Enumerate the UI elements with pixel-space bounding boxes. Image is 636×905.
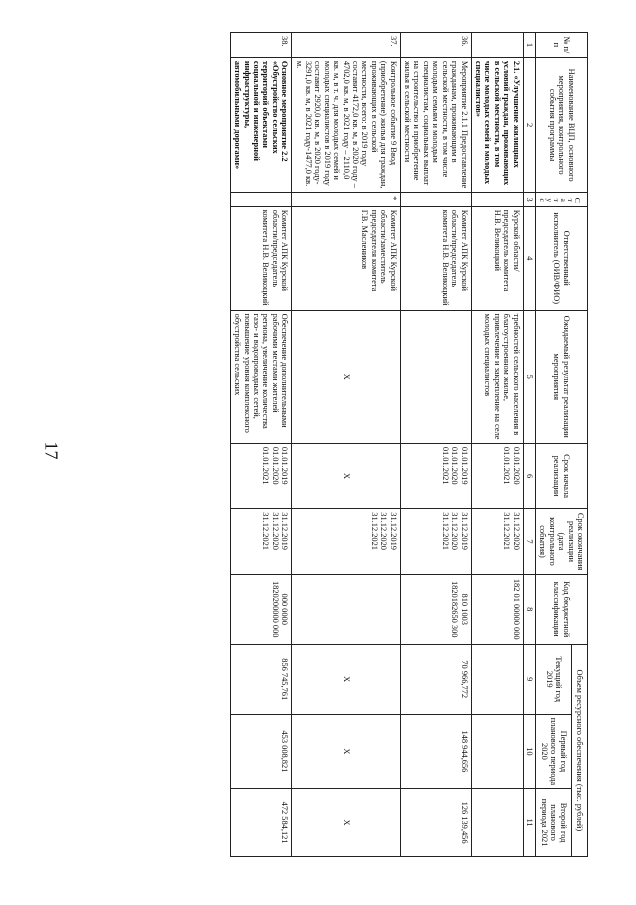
row-result: X bbox=[292, 310, 400, 443]
row-status bbox=[471, 193, 523, 207]
col-header-code: Код бюджетной классификации bbox=[535, 574, 587, 644]
row-result: требностей сельского населения в благоустроенном жилье, привлечение и закрепление на селе молодых специалистов bbox=[471, 310, 523, 443]
row-code: 000 0000 1820200000 000 bbox=[230, 574, 291, 644]
row-2021: 472 584,121 bbox=[230, 789, 291, 857]
row-name: 2.1. «Улучшение жилищных условий граждан, проживающих в сельской местности, в том числе молодых семей и молодых специалистов» bbox=[471, 57, 523, 192]
row-end: 31.12.2019 31.12.2020 31.12.2021 bbox=[230, 509, 291, 574]
col-header-funding-group: Объем ресурсного обеспечения (тыс. рублей) bbox=[572, 644, 588, 856]
col-number: 6 bbox=[523, 443, 535, 508]
col-number: 5 bbox=[523, 310, 535, 443]
col-number: 10 bbox=[523, 714, 535, 788]
table-row bbox=[400, 33, 471, 857]
col-header-num: № п/ п bbox=[535, 33, 587, 58]
col-number: 7 bbox=[523, 509, 535, 574]
row-2021 bbox=[471, 789, 523, 857]
row-name: Основное мероприятие 2.2 «Обустройство сельских территорий объектами социальной и инженерной инфраструктуры, автомобильными дорогами» bbox=[230, 57, 291, 192]
row-2020 bbox=[471, 714, 523, 788]
row-end: 31.12.2019 31.12.2020 31.12.2021 bbox=[292, 509, 400, 574]
row-code: 182 01 00000 000 bbox=[471, 574, 523, 644]
table-row bbox=[471, 33, 523, 857]
row-start: 01.01.2020 01.01.2021 bbox=[471, 443, 523, 508]
col-number: 8 bbox=[523, 574, 535, 644]
header-row-1 bbox=[572, 33, 588, 857]
col-number: 2 bbox=[523, 57, 535, 192]
row-status bbox=[400, 193, 471, 207]
col-number: 3 bbox=[523, 193, 535, 207]
col-header-responsible: Ответственный исполнитель (ОИВ/ФИО) bbox=[535, 206, 587, 310]
col-header-end: Срок окончания реализации (дата контрольного события) bbox=[535, 509, 587, 574]
row-responsible: Комитет АПК Курской области/заместитель председателя комитета Г.В. Маслеников bbox=[292, 206, 400, 310]
row-2020: 453 008,821 bbox=[230, 714, 291, 788]
row-2020: X bbox=[292, 714, 400, 788]
row-status: * bbox=[292, 193, 400, 207]
row-end: 31.12.2019 31.12.2020 31.12.2021 bbox=[400, 509, 471, 574]
table-row bbox=[230, 33, 291, 857]
col-header-result: Ожидаемый результат реализации мероприятия bbox=[535, 310, 587, 443]
col-number: 4 bbox=[523, 206, 535, 310]
row-end: 31.12.2020 31.12.2021 bbox=[471, 509, 523, 574]
program-table bbox=[230, 32, 588, 857]
row-name: Мероприятие 2.1.1 Предоставление гражданам, проживающим в сельской местности, в том числе молодым семьям и молодым специалистам, социальных выплат на строительство и приобретение жилья в сельской местности bbox=[400, 57, 471, 192]
row-number: 38. bbox=[230, 33, 291, 58]
col-header-start: Срок начала реализации bbox=[535, 443, 587, 508]
col-number: 9 bbox=[523, 644, 535, 714]
col-header-2020: Первый год планового периода 2020 bbox=[535, 714, 571, 788]
row-2021: 126 139,456 bbox=[400, 789, 471, 857]
row-result bbox=[400, 310, 471, 443]
column-number-row bbox=[523, 33, 535, 857]
row-2019: X bbox=[292, 644, 400, 714]
row-number: 37. bbox=[292, 33, 400, 58]
rotated-table-page bbox=[58, 32, 588, 857]
col-number: 1 bbox=[523, 33, 535, 58]
row-responsible: Комитет АПК Курской области/председатель комитета Н.В. Великоцкий bbox=[230, 206, 291, 310]
row-status bbox=[230, 193, 291, 207]
col-header-2021: Второй год планового периода 2021 bbox=[535, 789, 571, 857]
table-row bbox=[292, 33, 400, 857]
row-2021: X bbox=[292, 789, 400, 857]
row-2019 bbox=[471, 644, 523, 714]
row-2020: 148 944,656 bbox=[400, 714, 471, 788]
col-header-status: Статус bbox=[535, 193, 587, 207]
row-start: 01.01.2019 01.01.2020 01.01.2021 bbox=[230, 443, 291, 508]
row-result: Обеспечение дополнительными рабочими местами жителей региона, увеличение количества газо- и водопроводных сетей, повышение уровня комплексного обустройства сельских bbox=[230, 310, 291, 443]
row-number bbox=[471, 33, 523, 58]
row-start: 01.01.2019 01.01.2020 01.01.2021 bbox=[400, 443, 471, 508]
col-header-2019: Текущий год 2019 bbox=[535, 644, 571, 714]
row-code bbox=[292, 574, 400, 644]
row-name: Контрольное событие 9 Ввод (приобретение) жилья для граждан, проживающих в сельской местности, всего: в 2019 году составит 4172,0 кв. м, в 2020 году – 4702,0 кв. м, в 2021 году – 2110,0 кв. м, в т. ч. для молодых семей и молодых специалистов в 2019 году составит 2920,0 кв. м, в 2020 году- 3291,0 кв. м, в 2021 году-1477,0 кв. м. bbox=[292, 57, 400, 192]
row-number: 36. bbox=[400, 33, 471, 58]
row-responsible: Комитет АПК Курской области/председатель комитета Н.В. Великоцкий bbox=[400, 206, 471, 310]
row-code: 810 1003 1820182650 300 bbox=[400, 574, 471, 644]
row-2019: 70 966,772 bbox=[400, 644, 471, 714]
row-start: X bbox=[292, 443, 400, 508]
page-number: 17 bbox=[41, 441, 62, 460]
col-header-name: Наименование ВЦП, основного мероприятия, контрольного события программы bbox=[535, 57, 587, 192]
row-responsible: Курской области/председатель комитета Н.В. Великоцкий bbox=[471, 206, 523, 310]
row-2019: 856 745,761 bbox=[230, 644, 291, 714]
col-number: 11 bbox=[523, 789, 535, 857]
